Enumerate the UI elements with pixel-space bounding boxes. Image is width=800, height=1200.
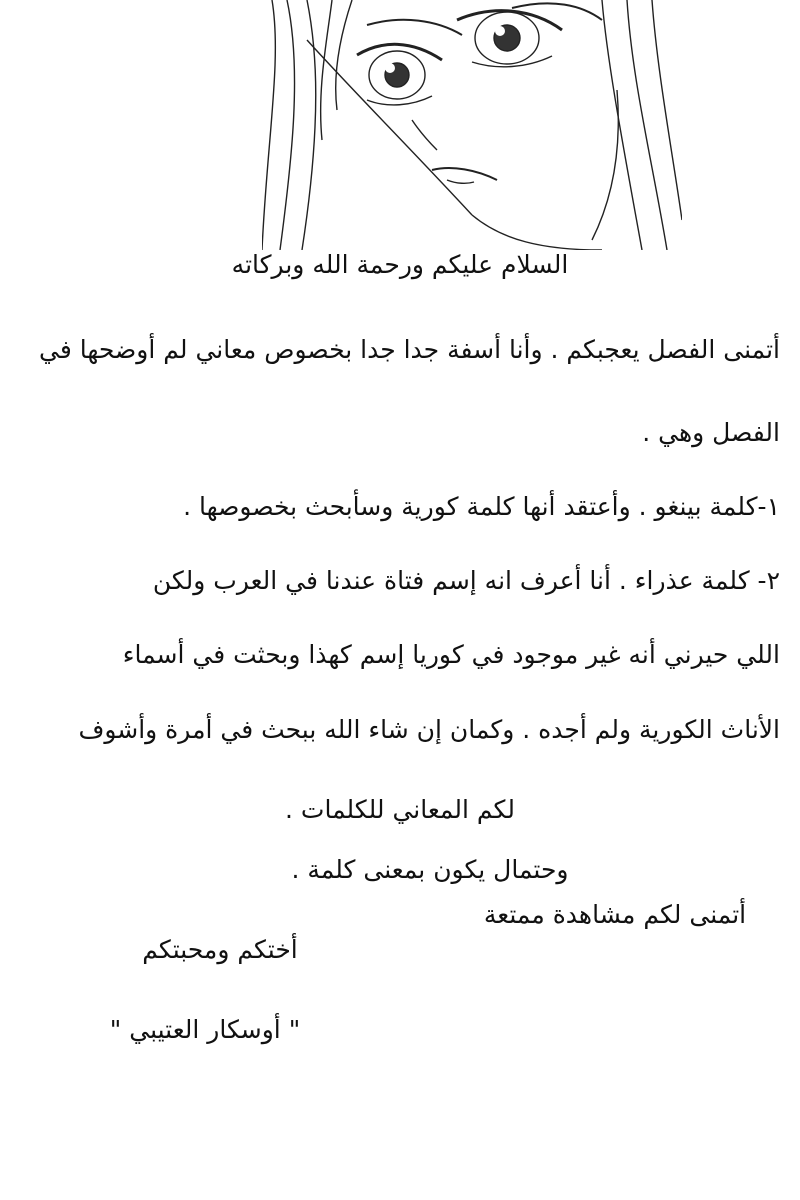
greeting: السلام عليكم ورحمة الله وبركاته [231, 250, 569, 279]
paragraph-line-3: ١-كلمة بينغو . وأعتقد أنها كلمة كورية وسأبحث بخصوصها . [183, 492, 780, 521]
paragraph-line-4: ٢- كلمة عذراء . أنا أعرف انه إسم فتاة عندنا في العرب ولكن [152, 566, 780, 595]
manga-face-illustration [262, 0, 682, 250]
paragraph-line-2: الفصل وهي . [642, 418, 780, 447]
paragraph-line-7: لكم المعاني للكلمات . [285, 795, 515, 824]
closing-signoff: أختكم ومحبتكم [142, 935, 298, 964]
closing-wish: أتمنى لكم مشاهدة ممتعة [483, 900, 747, 929]
author-name: " أوسكار العتيبي " [109, 1015, 301, 1044]
paragraph-line-5: اللي حيرني أنه غير موجود في كوريا إسم كهذا وبحثت في أسماء [122, 640, 780, 669]
paragraph-line-6: الأناث الكورية ولم أجده . وكمان إن شاء الله ببحث في أمرة وأشوف [78, 715, 780, 744]
paragraph-line-8: وحتمال يكون بمعنى كلمة . [291, 855, 569, 884]
paragraph-line-1: أتمنى الفصل يعجبكم . وأنا أسفة جدا جدا بخصوص معاني لم أوضحها في [39, 335, 780, 364]
